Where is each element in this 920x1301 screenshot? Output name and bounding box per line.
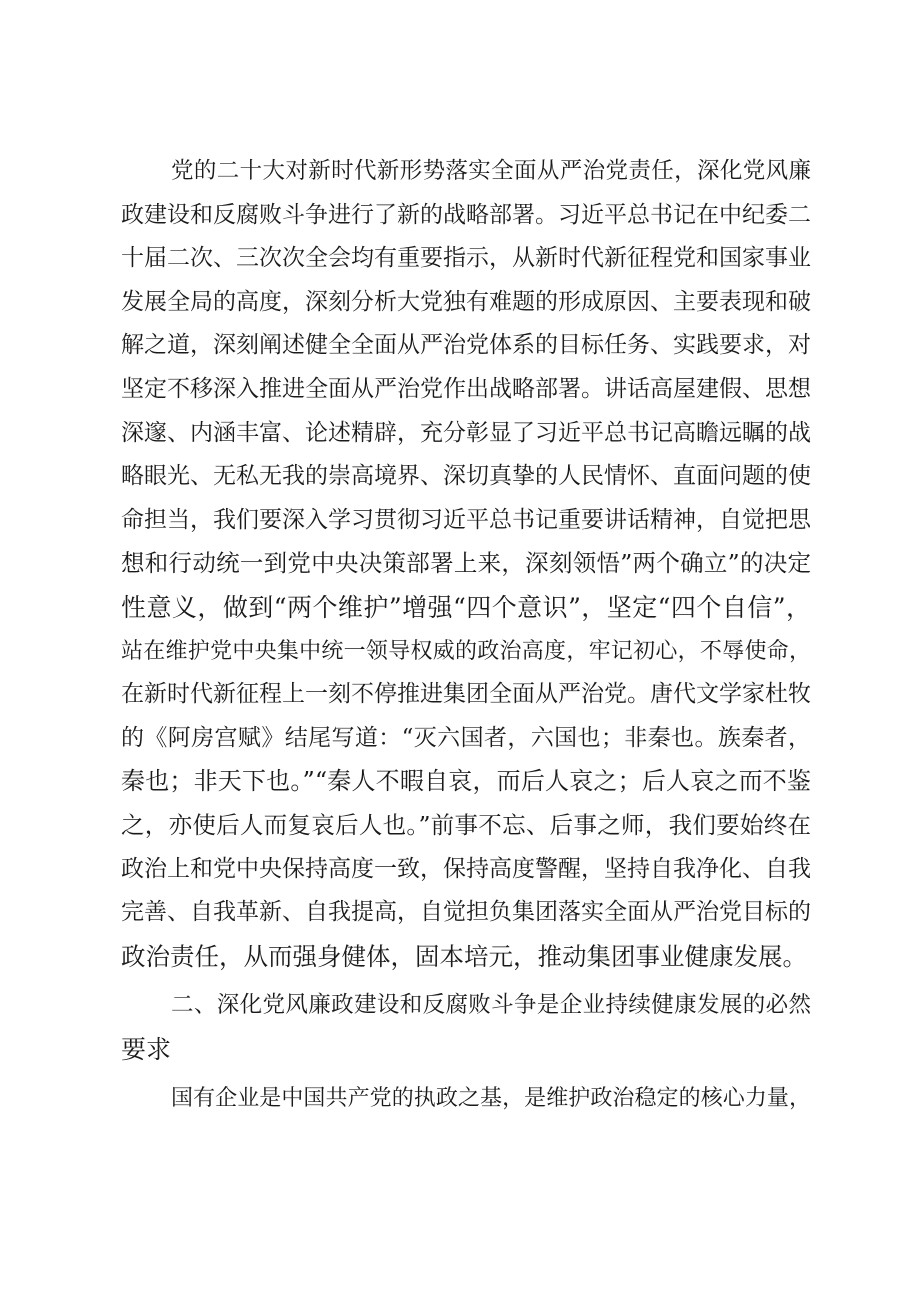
text-line: 国有企业是中国共产党的执政之基，是维护政治稳定的核心力量， [171, 1086, 811, 1112]
heading-line: 要求 [121, 1034, 172, 1064]
text-line: 的《阿房宫赋》结尾写道：“灭六国者，六国也；非秦也。族秦者， [121, 724, 811, 751]
text-line: 性意义，做到“两个维护”增强“四个意识”，坚定“四个自信”， [121, 592, 811, 622]
text-line: 党的二十大对新时代新形势落实全面从严治党责任，深化党风廉 [171, 158, 811, 184]
text-line: 站在维护党中央集中统一领导权威的政治高度，牢记初心，不辱使命， [121, 638, 811, 664]
text-line: 之，亦使后人而复哀后人也。”前事不忘、后事之师，我们要始终在 [121, 810, 811, 839]
paragraph-party-discipline [121, 150, 811, 978]
text-line: 略眼光、无私无我的崇高境界、深切真挚的人民情怀、直面问题的使 [121, 463, 811, 490]
document-body [121, 150, 811, 1121]
text-line: 解之道，深刻阐述健全全面从严治党体系的目标任务、实践要求，对 [121, 332, 811, 359]
text-line: 深邃、内涵丰富、论述精辟，充分彰显了习近平总书记高瞻远瞩的战 [121, 419, 811, 446]
text-line: 十届二次、三次次全会均有重要指示，从新时代新征程党和国家事业 [121, 245, 811, 272]
text-line: 完善、自我革新、自我提高，自觉担负集团落实全面从严治党目标的 [121, 899, 811, 926]
text-line: 想和行动统一到党中央决策部署上来，深刻领悟”两个确立”的决定 [121, 549, 811, 578]
text-line: 政建设和反腐败斗争进行了新的战略部署。习近平总书记在中纪委二 [121, 201, 811, 228]
paragraph-state-enterprise [121, 1077, 811, 1121]
section-heading-2 [121, 984, 811, 1071]
text-line: 在新时代新征程上一刻不停推进集团全面从严治党。唐代文学家杜牧 [121, 681, 811, 708]
text-line: 发展全局的高度，深刻分析大党独有难题的形成原因、主要表现和破 [121, 288, 811, 315]
text-line: 政治上和党中央保持高度一致，保持高度警醒，坚持自我净化、自我 [121, 855, 811, 882]
text-line: 坚定不移深入推进全面从严治党作出战略部署。讲话高屋建假、思想 [121, 375, 811, 402]
text-line: 政治责任，从而强身健体，固本培元，推动集团事业健康发展。 [121, 941, 807, 971]
heading-line: 二、深化党风廉政建设和反腐败斗争是企业持续健康发展的必然 [171, 992, 811, 1019]
text-line: 命担当，我们要深入学习贯彻习近平总书记重要讲话精神，自觉把思 [121, 506, 811, 533]
text-line: 秦也；非天下也。”“秦人不暇自哀，而后人哀之；后人哀之而不鉴 [121, 767, 811, 796]
